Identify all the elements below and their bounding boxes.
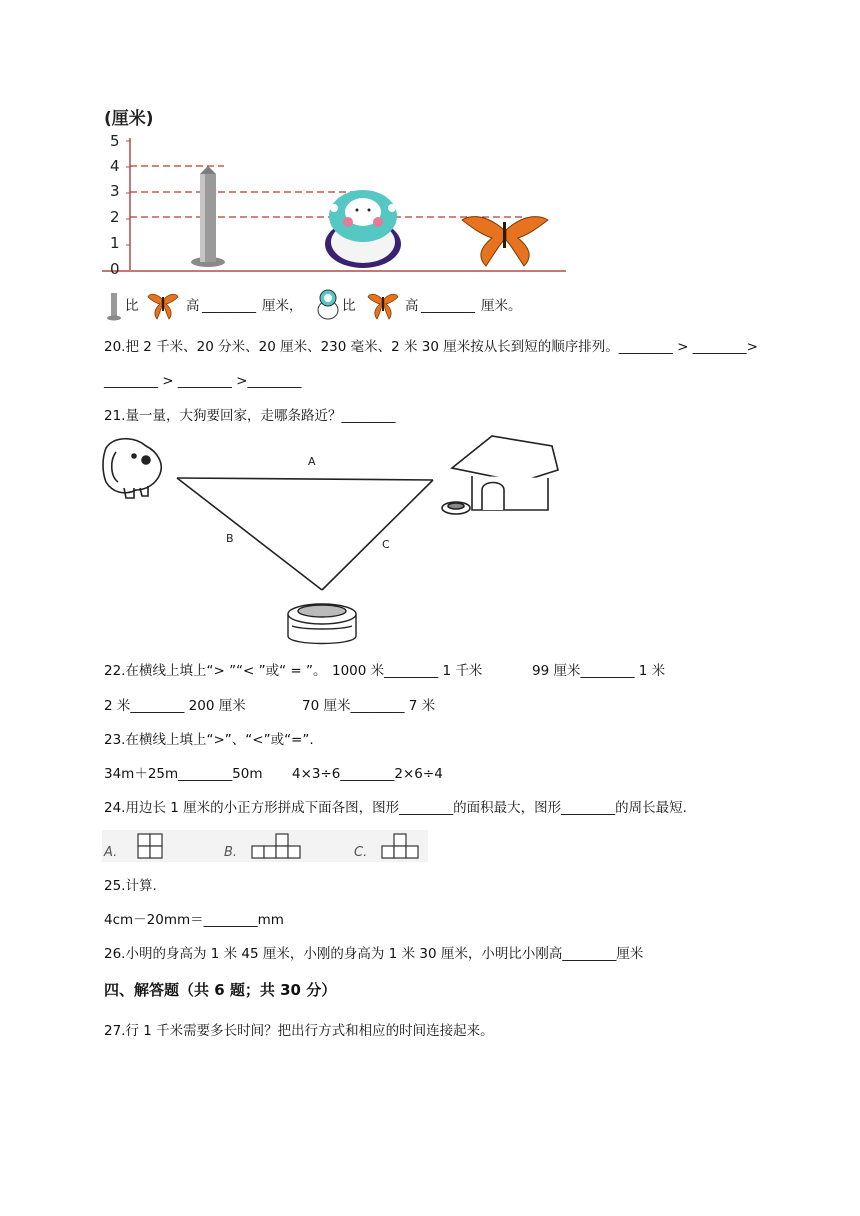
option-a-label: A.	[104, 845, 118, 860]
butterfly-icon	[462, 217, 548, 266]
q22-item-2: 99 厘米________ 1 米	[532, 663, 666, 679]
section-heading: 四、解答题（共 6 题；共 30 分）	[104, 981, 337, 999]
dog-icon	[103, 439, 161, 498]
height-chart-svg	[96, 104, 576, 280]
q22-instruction: 22.在横线上填上“> ”“< ”或“ = ”。	[104, 663, 327, 679]
q19-blank-1[interactable]: ________	[202, 298, 256, 314]
matryoshka-icon	[325, 190, 401, 268]
q23-instruction: 23.在横线上填上“>”、“<”或“=”.	[104, 732, 314, 748]
q19-word-cm-1: 厘米，	[262, 298, 303, 314]
tick-label-0: 0	[110, 260, 120, 278]
shape-c	[382, 834, 418, 858]
cake-icon	[288, 604, 356, 644]
route-label-b: B	[226, 532, 234, 545]
height-chart	[96, 104, 576, 280]
route-c-line	[322, 480, 433, 590]
route-label-c: C	[382, 538, 390, 551]
q23-item-1: 34m＋25m________50m	[104, 766, 263, 782]
option-b-label: B.	[224, 845, 238, 860]
tick-label-1: 1	[110, 234, 120, 252]
tick-label-3: 3	[110, 182, 120, 200]
small-butterfly-icon	[147, 289, 179, 321]
shape-b	[252, 834, 300, 858]
small-pillar-icon	[104, 291, 124, 321]
q23-item-2: 4×3÷6________2×6÷4	[292, 766, 443, 782]
q26-question: 26.小明的身高为 1 米 45 厘米，小刚的身高为 1 米 30 厘米，小明比小刚高________厘米	[104, 946, 644, 962]
q19-word-cm-2: 厘米。	[481, 298, 522, 314]
chart-unit-label: (厘米)	[104, 109, 154, 129]
small-butterfly-icon-2	[367, 289, 399, 321]
shape-options-figure	[102, 830, 428, 862]
route-figure	[100, 430, 570, 652]
doghouse-icon	[442, 436, 558, 514]
q25-expression: 4cm－20mm＝________mm	[104, 912, 284, 928]
q21-question: 21.量一量，大狗要回家，走哪条路近？________	[104, 408, 396, 424]
q20-line-1: 20.把 2 千米、20 分米、20 厘米、230 毫米、2 米 30 厘米按从长到短的顺序排列。________ > ________>	[104, 339, 758, 355]
q20-line-2: ________ > ________ >________	[104, 373, 302, 389]
small-matryoshka-icon	[316, 288, 340, 320]
q19-blank-2[interactable]: ________	[421, 298, 475, 314]
q19-word-than-1: 比	[125, 298, 139, 314]
q19-word-taller-1: 高	[186, 298, 200, 314]
q24-question: 24.用边长 1 厘米的小正方形拼成下面各图，图形________的面积最大，图形________的周长最短.	[104, 800, 687, 816]
tick-label-5: 5	[110, 132, 120, 150]
route-label-a: A	[308, 455, 316, 468]
q22-item-3: 2 米________ 200 厘米	[104, 698, 246, 714]
shape-a	[138, 834, 162, 858]
q27-question: 27.行 1 千米需要多长时间？把出行方式和相应的时间连接起来。	[104, 1023, 494, 1039]
route-b-line	[177, 478, 322, 590]
q19-word-taller-2: 高	[405, 298, 419, 314]
route-a-line	[177, 478, 433, 480]
q25-title: 25.计算.	[104, 878, 157, 894]
tick-label-2: 2	[110, 208, 120, 226]
q22-item-4: 70 厘米________ 7 米	[302, 698, 436, 714]
tick-label-4: 4	[110, 157, 120, 175]
q22-item-1: 1000 米________ 1 千米	[332, 663, 483, 679]
q19-word-than-2: 比	[342, 298, 356, 314]
option-c-label: C.	[354, 845, 368, 860]
